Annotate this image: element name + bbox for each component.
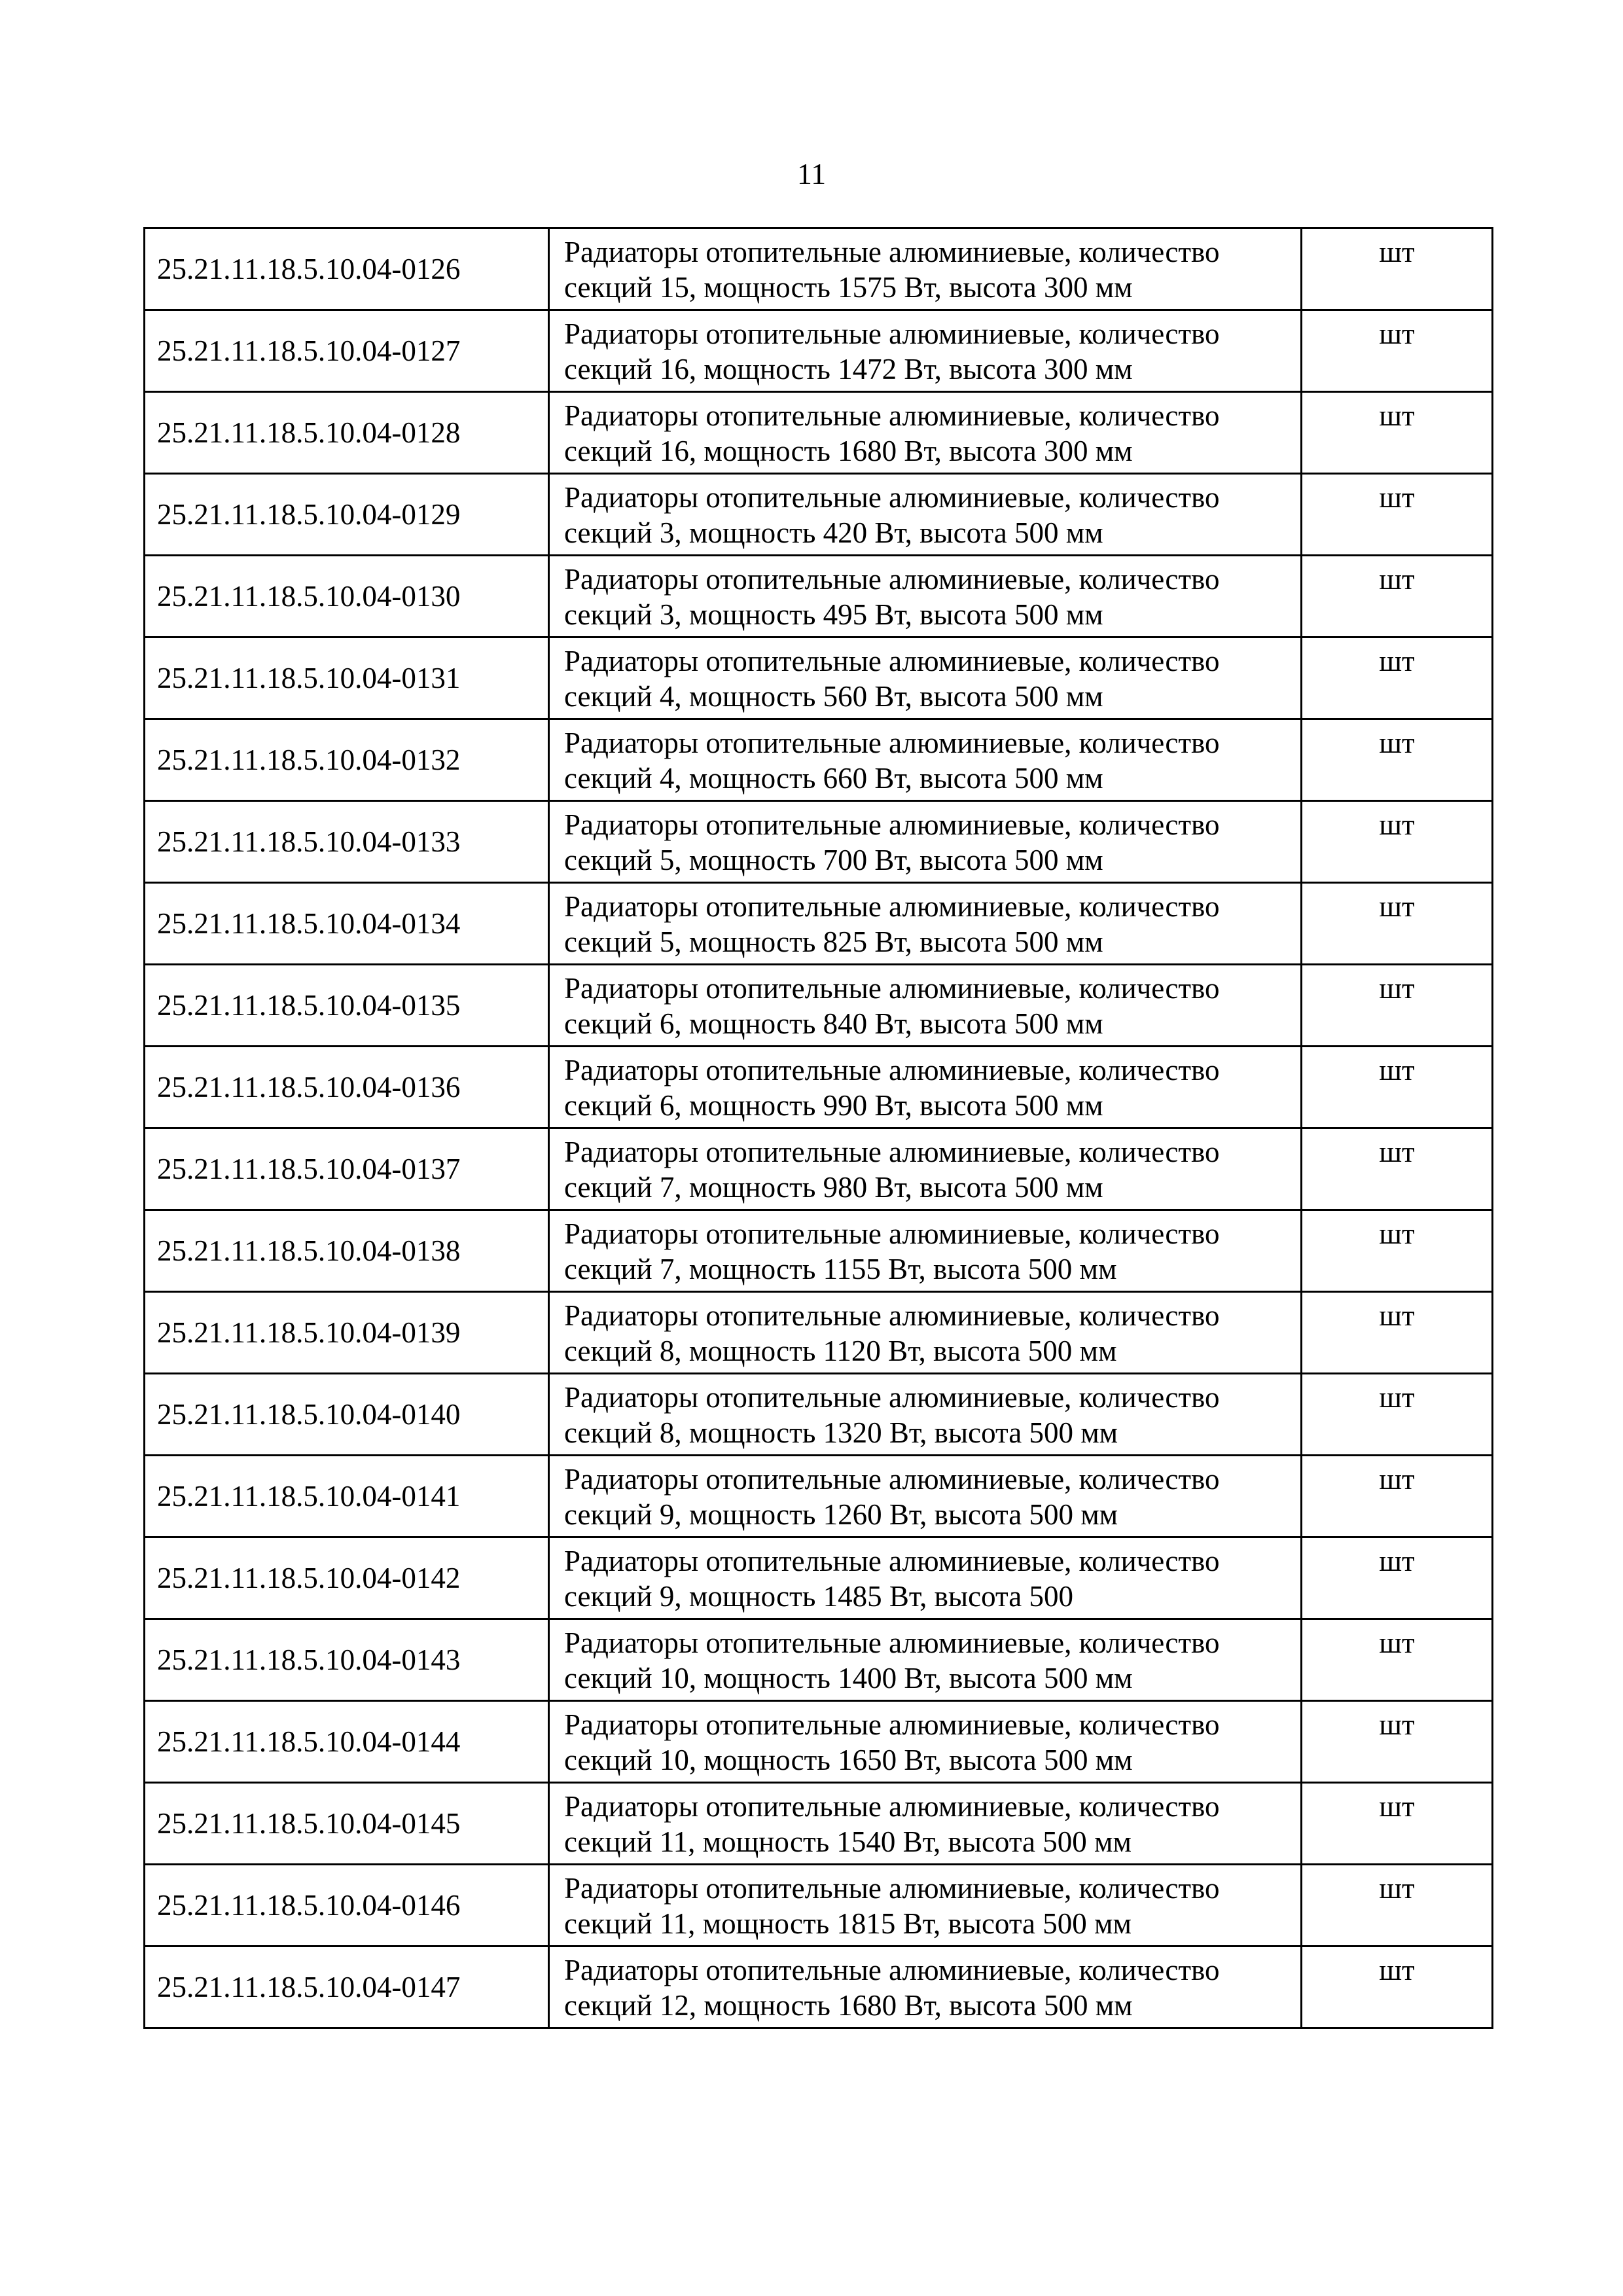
item-code: 25.21.11.18.5.10.04-0143: [145, 1619, 549, 1701]
table-row: [145, 310, 1493, 392]
item-description: Радиаторы отопительные алюминиевые, количество секций 6, мощность 840 Вт, высота 500 мм: [549, 965, 1302, 1047]
item-code: 25.21.11.18.5.10.04-0136: [145, 1047, 549, 1128]
item-unit: шт: [1302, 1537, 1493, 1619]
table-row: [145, 637, 1493, 719]
item-unit: шт: [1302, 719, 1493, 801]
item-description: Радиаторы отопительные алюминиевые, количество секций 8, мощность 1320 Вт, высота 500 мм: [549, 1374, 1302, 1456]
item-description: Радиаторы отопительные алюминиевые, количество секций 15, мощность 1575 Вт, высота 300 мм: [549, 228, 1302, 310]
table-row: [145, 1047, 1493, 1128]
item-unit: шт: [1302, 1865, 1493, 1946]
item-unit: шт: [1302, 1701, 1493, 1783]
item-description: Радиаторы отопительные алюминиевые, количество секций 6, мощность 990 Вт, высота 500 мм: [549, 1047, 1302, 1128]
item-code: 25.21.11.18.5.10.04-0126: [145, 228, 549, 310]
item-code: 25.21.11.18.5.10.04-0144: [145, 1701, 549, 1783]
item-description: Радиаторы отопительные алюминиевые, количество секций 3, мощность 420 Вт, высота 500 мм: [549, 474, 1302, 556]
item-description: Радиаторы отопительные алюминиевые, количество секций 7, мощность 1155 Вт, высота 500 мм: [549, 1210, 1302, 1292]
item-description: Радиаторы отопительные алюминиевые, количество секций 8, мощность 1120 Вт, высота 500 мм: [549, 1292, 1302, 1374]
item-code: 25.21.11.18.5.10.04-0128: [145, 392, 549, 474]
item-unit: шт: [1302, 1128, 1493, 1210]
table-row: [145, 1374, 1493, 1456]
item-code: 25.21.11.18.5.10.04-0145: [145, 1783, 549, 1865]
item-unit: шт: [1302, 1292, 1493, 1374]
item-description: Радиаторы отопительные алюминиевые, количество секций 3, мощность 495 Вт, высота 500 мм: [549, 556, 1302, 637]
table-row: [145, 965, 1493, 1047]
item-unit: шт: [1302, 965, 1493, 1047]
item-code: 25.21.11.18.5.10.04-0129: [145, 474, 549, 556]
table-row: [145, 883, 1493, 965]
item-unit: шт: [1302, 1210, 1493, 1292]
item-code: 25.21.11.18.5.10.04-0141: [145, 1456, 549, 1537]
item-description: Радиаторы отопительные алюминиевые, количество секций 9, мощность 1260 Вт, высота 500 мм: [549, 1456, 1302, 1537]
item-unit: шт: [1302, 883, 1493, 965]
item-code: 25.21.11.18.5.10.04-0130: [145, 556, 549, 637]
table-row: [145, 1865, 1493, 1946]
item-code: 25.21.11.18.5.10.04-0140: [145, 1374, 549, 1456]
table-row: [145, 228, 1493, 310]
item-code: 25.21.11.18.5.10.04-0137: [145, 1128, 549, 1210]
item-code: 25.21.11.18.5.10.04-0142: [145, 1537, 549, 1619]
item-description: Радиаторы отопительные алюминиевые, количество секций 10, мощность 1400 Вт, высота 500 мм: [549, 1619, 1302, 1701]
item-description: Радиаторы отопительные алюминиевые, количество секций 16, мощность 1680 Вт, высота 300 мм: [549, 392, 1302, 474]
item-code: 25.21.11.18.5.10.04-0134: [145, 883, 549, 965]
table-row: [145, 1210, 1493, 1292]
table-row: [145, 1701, 1493, 1783]
item-description: Радиаторы отопительные алюминиевые, количество секций 5, мощность 825 Вт, высота 500 мм: [549, 883, 1302, 965]
table-row: [145, 1619, 1493, 1701]
table-row: [145, 1292, 1493, 1374]
item-code: 25.21.11.18.5.10.04-0135: [145, 965, 549, 1047]
item-code: 25.21.11.18.5.10.04-0146: [145, 1865, 549, 1946]
item-unit: шт: [1302, 1047, 1493, 1128]
item-description: Радиаторы отопительные алюминиевые, количество секций 4, мощность 660 Вт, высота 500 мм: [549, 719, 1302, 801]
table-row: [145, 1946, 1493, 2028]
item-unit: шт: [1302, 1946, 1493, 2028]
table-row: [145, 474, 1493, 556]
item-unit: шт: [1302, 1374, 1493, 1456]
item-code: 25.21.11.18.5.10.04-0138: [145, 1210, 549, 1292]
item-code: 25.21.11.18.5.10.04-0133: [145, 801, 549, 883]
table-row: [145, 719, 1493, 801]
item-description: Радиаторы отопительные алюминиевые, количество секций 10, мощность 1650 Вт, высота 500 мм: [549, 1701, 1302, 1783]
item-unit: шт: [1302, 1456, 1493, 1537]
item-description: Радиаторы отопительные алюминиевые, количество секций 4, мощность 560 Вт, высота 500 мм: [549, 637, 1302, 719]
item-unit: шт: [1302, 310, 1493, 392]
table-row: [145, 1128, 1493, 1210]
page-number: 11: [796, 157, 827, 190]
item-unit: шт: [1302, 392, 1493, 474]
table-row: [145, 392, 1493, 474]
item-code: 25.21.11.18.5.10.04-0127: [145, 310, 549, 392]
table-row: [145, 1783, 1493, 1865]
item-description: Радиаторы отопительные алюминиевые, количество секций 5, мощность 700 Вт, высота 500 мм: [549, 801, 1302, 883]
item-code: 25.21.11.18.5.10.04-0131: [145, 637, 549, 719]
item-description: Радиаторы отопительные алюминиевые, количество секций 9, мощность 1485 Вт, высота 500: [549, 1537, 1302, 1619]
item-code: 25.21.11.18.5.10.04-0132: [145, 719, 549, 801]
item-code: 25.21.11.18.5.10.04-0139: [145, 1292, 549, 1374]
item-code: 25.21.11.18.5.10.04-0147: [145, 1946, 549, 2028]
item-unit: шт: [1302, 637, 1493, 719]
item-description: Радиаторы отопительные алюминиевые, количество секций 11, мощность 1540 Вт, высота 500 мм: [549, 1783, 1302, 1865]
item-unit: шт: [1302, 474, 1493, 556]
table-row: [145, 1456, 1493, 1537]
item-description: Радиаторы отопительные алюминиевые, количество секций 7, мощность 980 Вт, высота 500 мм: [549, 1128, 1302, 1210]
item-description: Радиаторы отопительные алюминиевые, количество секций 16, мощность 1472 Вт, высота 300 мм: [549, 310, 1302, 392]
item-description: Радиаторы отопительные алюминиевые, количество секций 11, мощность 1815 Вт, высота 500 мм: [549, 1865, 1302, 1946]
item-unit: шт: [1302, 556, 1493, 637]
item-unit: шт: [1302, 801, 1493, 883]
item-unit: шт: [1302, 1619, 1493, 1701]
table-row: [145, 556, 1493, 637]
items-table: [143, 227, 1493, 2029]
items-table-body: [145, 228, 1493, 2028]
table-row: [145, 1537, 1493, 1619]
item-description: Радиаторы отопительные алюминиевые, количество секций 12, мощность 1680 Вт, высота 500 мм: [549, 1946, 1302, 2028]
item-unit: шт: [1302, 1783, 1493, 1865]
item-unit: шт: [1302, 228, 1493, 310]
table-row: [145, 801, 1493, 883]
